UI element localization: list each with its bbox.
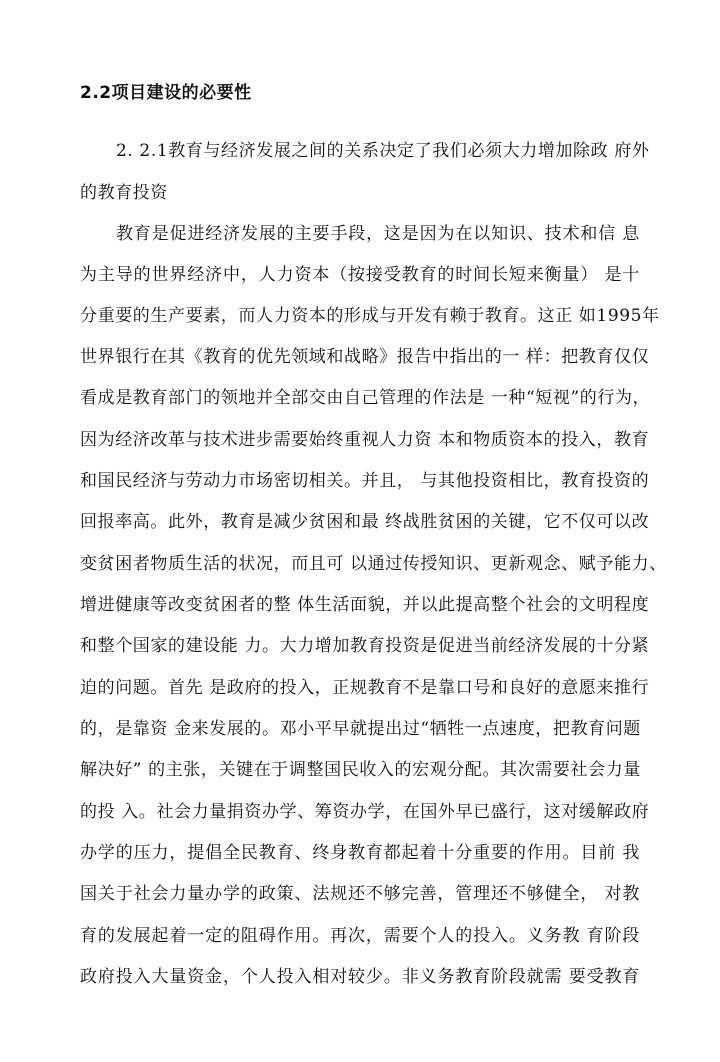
paragraph-line: 育的发展起着一定的阻碍作用。再次，需要个人的投入。义务教 育阶段 [80,926,640,946]
paragraph-line: 增进健康等改变贫困者的整 体生活面貌，并以此提高整个社会的文明程度 [80,595,650,615]
paragraph-line: 和国民经济与劳动力市场密切相关。并且， 与其他投资相比，教育投资的 [80,471,650,491]
paragraph-line: 解决好” 的主张，关键在于调整国民收入的宏观分配。其次需要社会力量 [80,760,641,780]
subsection-heading-line-2: 的教育投资 [80,183,168,203]
paragraph-line: 政府投入大量资金，个人投入相对较少。非义务教育阶段就需 要受教育 [80,967,640,987]
subsection-heading-line-1: 2. 2.1教育与经济发展之间的关系决定了我们必须大力增加除政 府外 [116,141,650,161]
section-heading: 2.2项目建设的必要性 [80,83,252,103]
paragraph-line: 的投 入。社会力量捐资办学、筹资办学，在国外早已盛行，这对缓解政府 [80,802,650,822]
paragraph-line: 办学的压力，提倡全民教育、终身教育都起着十分重要的作用。目前 我 [80,843,640,863]
paragraph-line: 的，是靠资 金来发展的。邓小平早就提出过“牺牲一点速度，把教育问题 [80,719,641,739]
paragraph-line: 分重要的生产要素，而人力资本的形成与开发有赖于教育。这正 如1995年 [80,306,660,326]
paragraph-line: 国关于社会力量办学的政策、法规还不够完善，管理还不够健全， 对教 [80,884,640,904]
paragraph-line: 世界银行在其《教育的优先领域和战略》报告中指出的一 样：把教育仅仅 [80,347,650,367]
paragraph-line: 为主导的世界经济中，人力资本（按接受教育的时间长短来衡量） 是十 [80,265,640,285]
paragraph-line: 和整个国家的建设能 力。大力增加教育投资是促进当前经济发展的十分紧 [80,636,650,656]
paragraph-line: 回报率高。此外，教育是减少贫困和最 终战胜贫困的关键，它不仅可以改 [80,512,650,532]
paragraph-line: 迫的问题。首先 是政府的投入，正规教育不是靠口号和良好的意愿来推行 [80,678,650,698]
paragraph-line: 因为经济改革与技术进步需要始终重视人力资 本和物质资本的投入，教育 [80,430,650,450]
paragraph-line: 教育是促进经济发展的主要手段，这是因为在以知识、技术和信 息 [116,224,640,244]
paragraph-line: 看成是教育部门的领地并全部交由自己管理的作法是 一种“短视”的行为， [80,388,651,408]
paragraph-line: 变贫困者物质生活的状况，而且可 以通过传授知识、更新观念、赋予能力、 [80,554,667,574]
